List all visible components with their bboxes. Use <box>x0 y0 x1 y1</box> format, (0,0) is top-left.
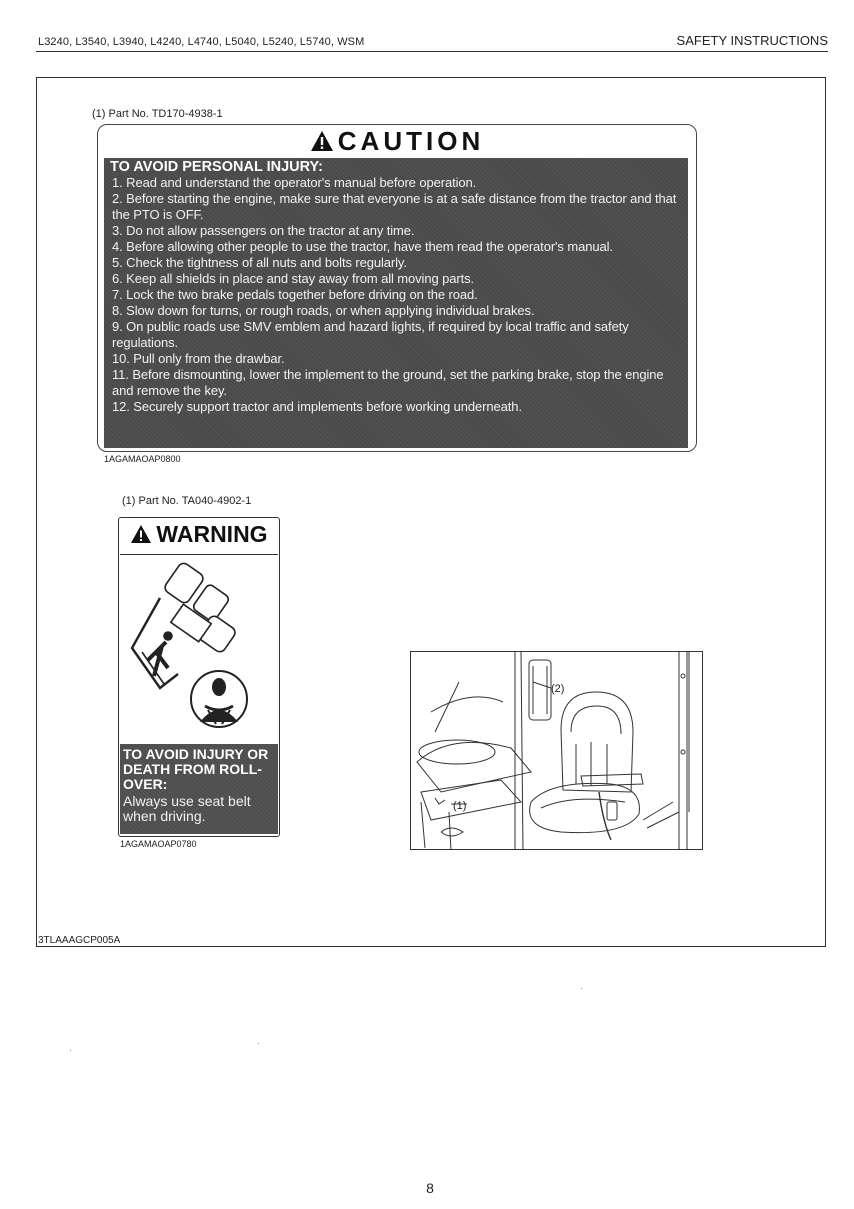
caution-item: 11. Before dismounting, lower the implement to the ground, set the parking brake, stop the engine and remove the key. <box>112 367 664 398</box>
page-number: 8 <box>426 1180 434 1196</box>
caution-figure-code: 1AGAMAOAP0800 <box>104 454 181 464</box>
caution-item: 10. Pull only from the drawbar. <box>112 351 285 366</box>
warning-figure-code: 1AGAMAOAP0780 <box>120 839 197 849</box>
warning-triangle-icon <box>310 130 334 152</box>
frame-code: 3TLAAAGCP005A <box>38 935 121 946</box>
caution-item: 3. Do not allow passengers on the tractor at any time. <box>112 223 415 238</box>
caution-item: 12. Securely support tractor and implements before working underneath. <box>112 399 522 414</box>
caution-item: 8. Slow down for turns, or rough roads, or when applying individual brakes. <box>112 303 535 318</box>
scan-speck <box>258 1043 259 1044</box>
warning-heading: TO AVOID INJURY OR DEATH FROM ROLL-OVER: <box>123 746 269 792</box>
caution-title <box>97 126 697 157</box>
warning-title-text: WARNING <box>156 521 268 547</box>
callout-2: (2) <box>551 683 565 695</box>
caution-item: 6. Keep all shields in place and stay away from all moving parts. <box>112 271 475 286</box>
warning-panel <box>120 744 278 834</box>
callout-1: (1) <box>453 800 467 812</box>
scan-speck <box>70 1050 71 1051</box>
caution-item: 1. Read and understand the operator's manual before operation. <box>112 175 477 190</box>
caution-title-text: CAUTION <box>337 126 485 156</box>
rollover-seatbelt-art <box>120 556 278 744</box>
caution-item: 2. Before starting the engine, make sure that everyone is at a safe distance from the tractor and that the PTO is OFF. <box>112 191 677 222</box>
caution-item: 9. On public roads use SMV emblem and hazard lights, if required by local traffic and safety regulations. <box>112 319 629 350</box>
caution-item: 5. Check the tightness of all nuts and bolts regularly. <box>112 255 407 270</box>
caution-list <box>104 175 688 415</box>
caution-part-number: (1) Part No. TD170-4938-1 <box>92 108 223 120</box>
cab-illustration <box>410 651 703 850</box>
warning-triangle-icon <box>130 524 152 544</box>
header-model-list: L3240, L3540, L3940, L4240, L4740, L5040, L5240, L5740, WSM <box>38 36 365 48</box>
rollover-pictogram-icon <box>132 561 237 688</box>
seatbelt-pictogram-icon <box>191 671 247 727</box>
caution-item: 7. Lock the two brake pedals together before driving on the road. <box>112 287 478 302</box>
warning-title <box>120 521 278 548</box>
warning-part-number: (1) Part No. TA040-4902-1 <box>122 495 252 507</box>
warning-title-rule <box>120 554 278 555</box>
header-section-title: SAFETY INSTRUCTIONS <box>676 33 828 48</box>
warning-body: Always use seat belt when driving. <box>123 793 251 824</box>
cab-interior-drawing <box>411 652 703 850</box>
caution-heading: TO AVOID PERSONAL INJURY: <box>110 159 323 175</box>
scan-speck <box>581 988 582 989</box>
caution-item: 4. Before allowing other people to use the tractor, have them read the operator's manual. <box>112 239 613 254</box>
header-rule <box>36 51 828 52</box>
caution-panel <box>104 158 688 448</box>
